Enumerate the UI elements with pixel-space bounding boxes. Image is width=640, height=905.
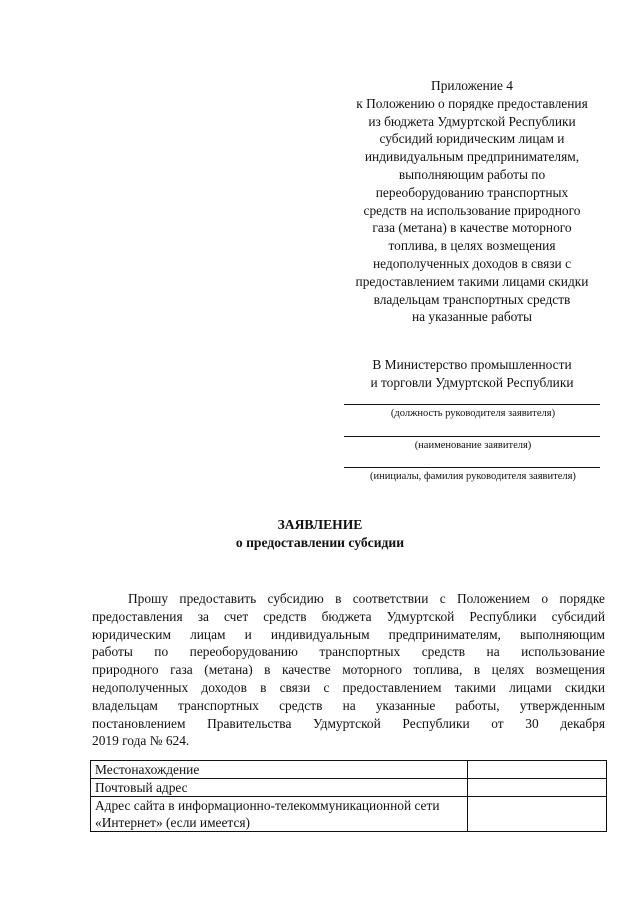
appendix-header (338, 77, 606, 326)
applicant-field-line[interactable] (344, 436, 600, 437)
location-label: Местонахождение (91, 761, 468, 779)
appendix-line: владельцам транспортных средств (373, 291, 571, 307)
body-line: предоставления за счет средств бюджета Удмуртской Республики субсидий (92, 608, 605, 624)
appendix-line: недополученных доходов в связи с (372, 255, 572, 271)
postal-address-label: Почтовый адрес (91, 779, 468, 797)
table-row (91, 761, 607, 779)
appendix-line: предоставлением такими лицами скидки (355, 273, 589, 289)
appendix-line: субсидий юридическим лицам и (379, 131, 565, 147)
appendix-line: выполняющим работы по (398, 166, 546, 182)
location-value-cell[interactable] (467, 761, 606, 779)
body-line: природного газа (метана) в качестве моторного топлива, в целях возмещения (92, 662, 605, 678)
appendix-line: из бюджета Удмуртской Республики (368, 113, 576, 129)
application-body (92, 590, 605, 750)
appendix-line: индивидуальным предпринимателям, (364, 149, 580, 165)
body-line: юридическим лицам и индивидуальным предпринимателям, выполняющим (92, 626, 605, 642)
website-label: Адрес сайта в информационно-телекоммуникационной сети «Интернет» (если имеется) (91, 797, 468, 832)
appendix-line: газа (метана) в качестве моторного (372, 220, 572, 236)
title-subheading: о предоставлении субсидии (235, 535, 405, 550)
name-field-caption: (инициалы, фамилия руководителя заявителя) (370, 471, 576, 482)
body-line: работы по переоборудованию транспортных средств на использование (92, 644, 605, 660)
appendix-line: на указанные работы (411, 309, 533, 325)
addressee-line: и торговли Удмуртской Республики (370, 374, 574, 390)
title-heading: ЗАЯВЛЕНИЕ (277, 517, 363, 532)
name-field-line[interactable] (344, 467, 600, 468)
table-row (91, 779, 607, 797)
appendix-line: переоборудованию транспортных (375, 184, 569, 200)
website-value-cell[interactable] (467, 797, 606, 832)
body-line: владельцам транспортных средств на указанные работы, утвержденным (92, 697, 605, 713)
appendix-line: средств на использование природного (363, 202, 581, 218)
appendix-line: топлива, в целях возмещения (388, 238, 556, 254)
position-field-line[interactable] (344, 404, 600, 405)
body-line: Прошу предоставить субсидию в соответствии с Положением о порядке (128, 591, 605, 606)
addressee-line: В Министерство промышленности (372, 357, 572, 372)
applicant-info-table (90, 760, 607, 832)
body-line: постановлением Правительства Удмуртской Республики от 30 декабря (92, 715, 605, 731)
document-title (0, 516, 640, 552)
applicant-field-caption: (наименование заявителя) (414, 440, 532, 451)
postal-address-value-cell[interactable] (467, 779, 606, 797)
appendix-line: к Положению о порядке предоставления (356, 95, 588, 111)
position-field-caption: (должность руководителя заявителя) (390, 408, 556, 419)
body-line: 2019 года № 624. (92, 733, 190, 749)
addressee (338, 356, 606, 392)
table-row (91, 797, 607, 832)
appendix-line: Приложение 4 (431, 78, 513, 93)
body-line: недополученных доходов в связи с предоставлением такими лицами скидки (92, 679, 605, 695)
